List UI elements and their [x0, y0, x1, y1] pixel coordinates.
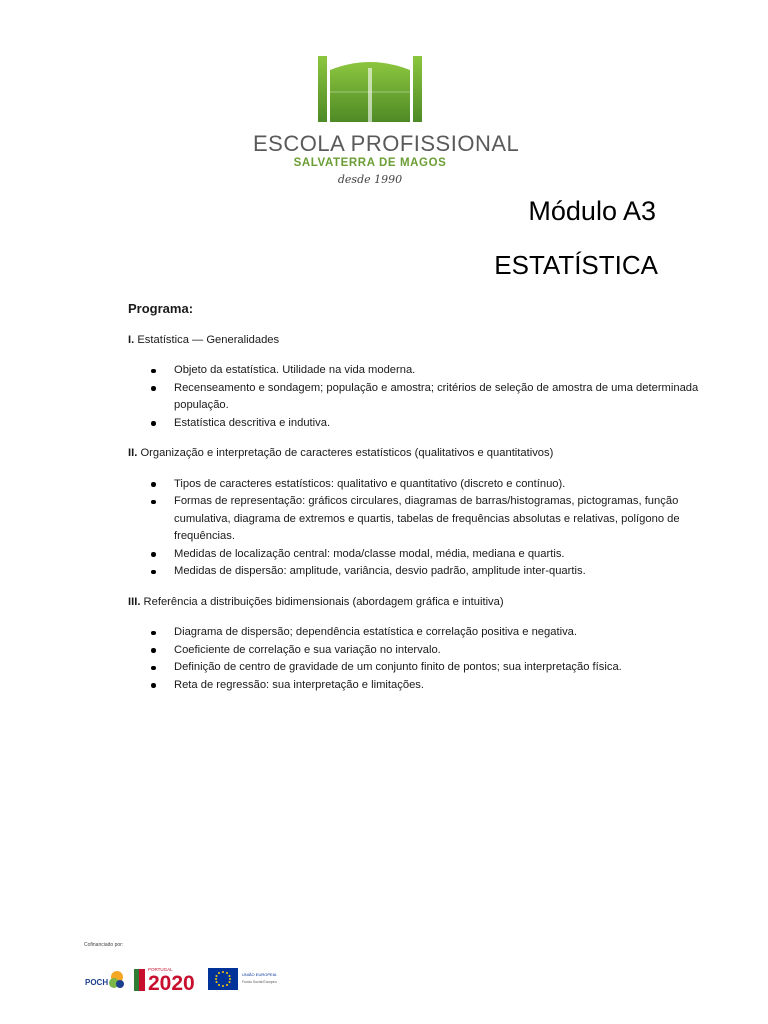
section-title: Referência a distribuições bidimensionais (abordagem gráfica e intuitiva)	[143, 595, 504, 608]
eu-flag-icon	[208, 968, 238, 990]
gate-logo-icon	[318, 52, 422, 122]
eu-logo	[208, 968, 284, 994]
list-item: Objeto da estatística. Utilidade na vida moderna.	[128, 362, 718, 380]
section-heading-2	[128, 445, 718, 463]
list-item: Tipos de caracteres estatísticos: qualitativo e quantitativo (discreto e contínuo).	[128, 476, 718, 494]
program-label: Programa:	[128, 301, 194, 316]
section-1-list	[128, 362, 718, 432]
list-item: Estatística descritiva e indutiva.	[128, 415, 718, 433]
list-item: Medidas de localização central: moda/classe modal, média, mediana e quartis.	[128, 546, 718, 564]
section-numeral: III.	[128, 595, 141, 608]
list-item: Coeficiente de correlação e sua variação no intervalo.	[128, 642, 718, 660]
portugal-year: 2020	[148, 972, 195, 995]
logo-location: SALVATERRA DE MAGOS	[293, 157, 447, 169]
list-item: Medidas de dispersão: amplitude, variância, desvio padrão, amplitude inter-quartis.	[128, 563, 718, 581]
section-numeral: II.	[128, 447, 138, 459]
program-content	[128, 300, 718, 707]
list-item: Recenseamento e sondagem; população e amostra; critérios de seleção de amostra de uma determinada população.	[128, 380, 718, 415]
logo-since: desde 1990	[337, 173, 403, 186]
section-title: Estatística — Generalidades	[137, 333, 280, 346]
portugal2020-logo	[134, 965, 194, 995]
funding-footer	[84, 942, 284, 1002]
section-title: Organização e interpretação de caracteres estatísticos (qualitativos e quantitativos)	[140, 447, 554, 459]
logo-school-name: ESCOLA PROFISSIONAL	[253, 131, 520, 156]
section-heading-3	[128, 594, 718, 612]
module-title: Módulo A3	[528, 196, 656, 226]
list-item: Diagrama de dispersão; dependência estatística e correlação positiva e negativa.	[128, 624, 718, 642]
list-item: Definição de centro de gravidade de um conjunto finito de pontos; sua interpretação física.	[128, 659, 718, 677]
section-heading-1	[128, 332, 718, 350]
cofinanced-label: Cofinanciado por:	[84, 942, 124, 948]
module-name: ESTATÍSTICA	[494, 250, 658, 280]
portugal2020-mark-icon	[134, 965, 146, 995]
section-3-list	[128, 624, 718, 694]
poch-text: POCH	[85, 978, 109, 987]
list-item: Formas de representação: gráficos circulares, diagramas de barras/histogramas, pictogramas, função cumulativa, diagrama de extremos e quartis, tabelas de frequências absolutas e relativas, polígono de frequências.	[128, 493, 718, 546]
section-2-list	[128, 476, 718, 581]
eu-fund-label: Fundo Social Europeu	[242, 980, 277, 984]
school-logo	[253, 44, 520, 192]
section-numeral: I.	[128, 333, 135, 346]
list-item: Reta de regressão: sua interpretação e limitações.	[128, 677, 718, 695]
portugal-label: PORTUGAL	[148, 967, 173, 972]
eu-label: UNIÃO EUROPEIA	[242, 972, 277, 977]
poch-logo	[84, 968, 124, 992]
